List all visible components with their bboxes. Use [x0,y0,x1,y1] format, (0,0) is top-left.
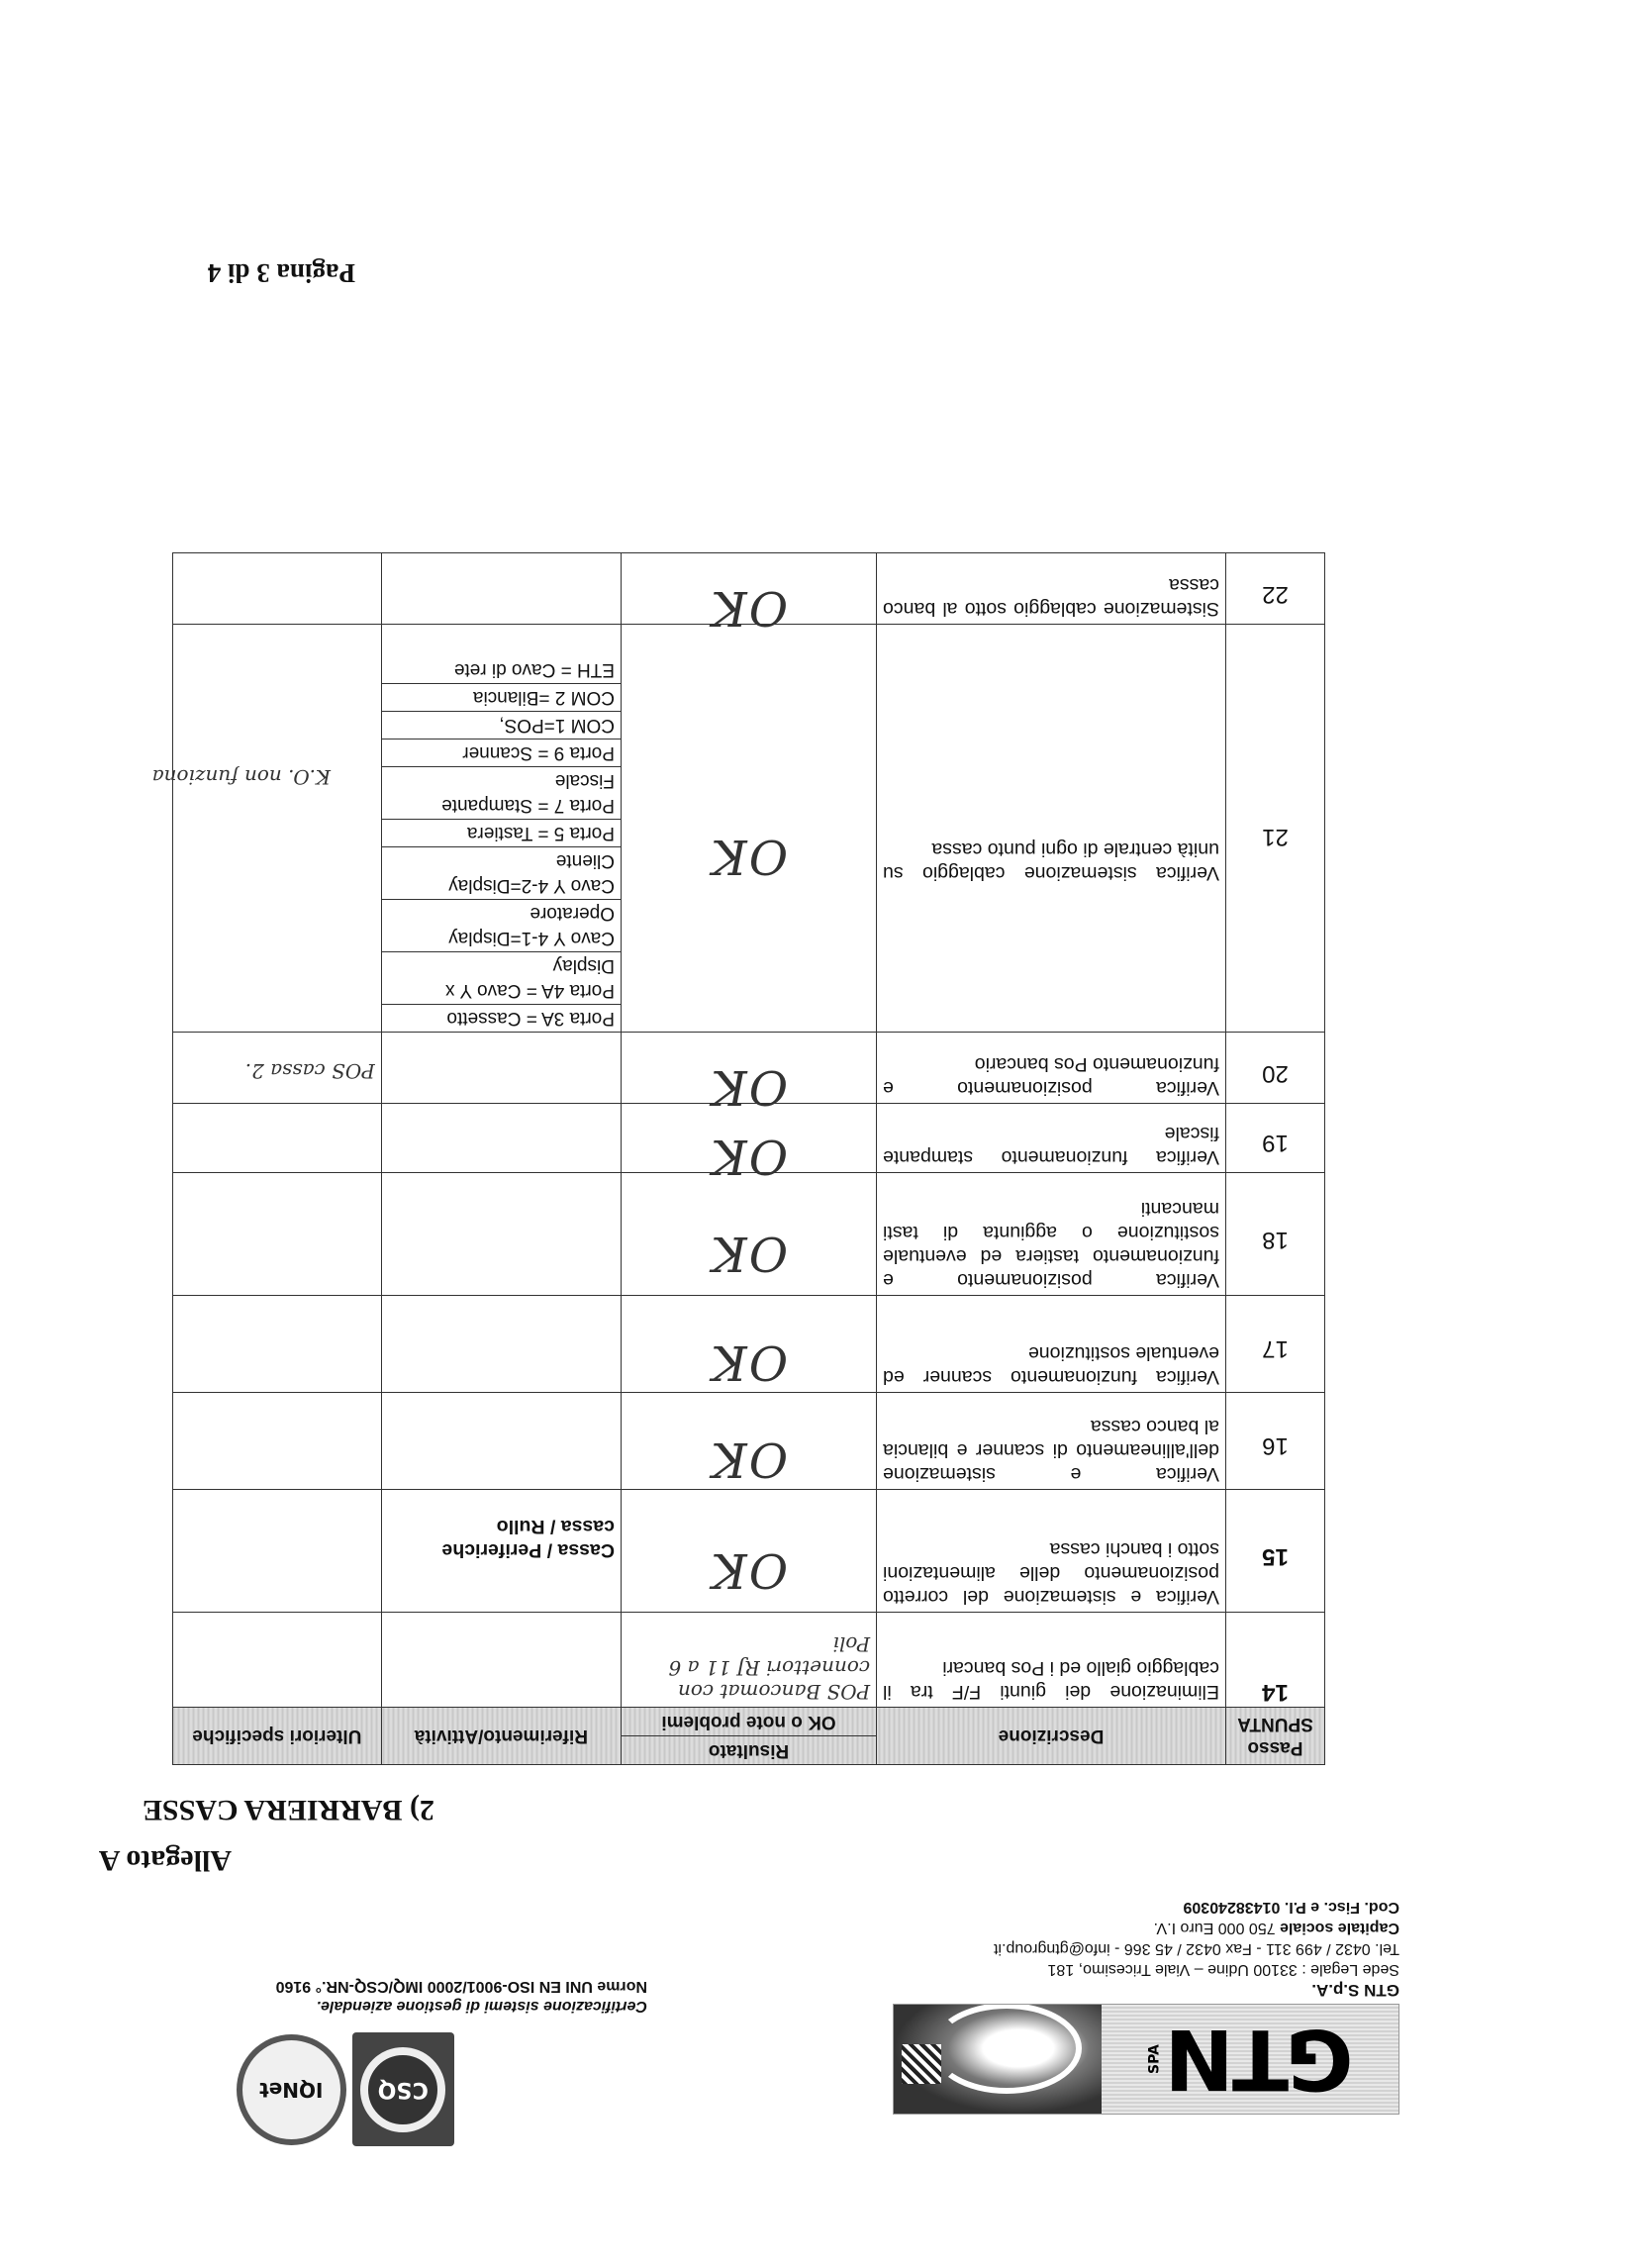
row-step: 22 [1225,553,1324,625]
port-item: Cavo Y 4-1=Display Operatore [382,899,621,951]
port-item: Porta 4A = Cavo Y x Display [382,951,621,1004]
flag-icon [902,2044,941,2084]
table-row [173,625,1325,1033]
page-number: Pagina 3 di 4 [207,258,355,288]
header-specifics: Ulteriori specifiche [173,1708,382,1765]
row-reference [381,1033,621,1104]
row-description: Verifica e sistemazione del corretto posizionamento delle alimentazioni sotto i banchi cassa [877,1490,1226,1613]
row-result: OK [621,1393,876,1490]
table-row [173,553,1325,625]
certification-line2: Norme UNI EN ISO-9001/2000 IMQ/CSQ-NR.° 9160 [275,1978,647,1995]
header-reference: Riferimento/Attività [381,1708,621,1765]
row-step: 16 [1225,1393,1324,1490]
row-specifics: POS cassa 2. [173,1033,382,1104]
row-result: OK [621,1490,876,1613]
logo-suffix: SPA [1146,2044,1163,2074]
row-description: Verifica posizionamento e funzionamento Pos bancario [877,1033,1226,1104]
row-reference: Cassa / Periferiche cassa / Rullo [381,1490,621,1613]
row-reference [381,553,621,625]
company-logo [893,2004,1399,2115]
row-description: Eliminazione dei giunti F/F tra il cablaggio giallo ed i Pos bancari [877,1613,1226,1708]
row-step: 17 [1225,1296,1324,1393]
row-specifics [173,1490,382,1613]
csq-logo-text: CSQ [377,2077,429,2103]
capital-value: 750 000 Euro I.V. [1153,1920,1276,1936]
row-description: Verifica funzionamento stampante fiscale [877,1104,1226,1173]
company-info [845,1897,1399,2001]
csq-ring-icon [360,2047,445,2132]
checklist-table [172,552,1325,1765]
row-specifics [173,1296,382,1393]
logo-text: GTN [1166,2011,1354,2108]
row-specifics [173,625,382,1033]
row-result: OK [621,1296,876,1393]
row-step: 20 [1225,1033,1324,1104]
ports-list [382,656,621,1032]
section-title: 2) BARRIERA CASSE [142,1794,434,1826]
company-name: GTN S.p.A. [1311,1981,1399,2000]
header-result [621,1708,876,1765]
table-row [173,1613,1325,1708]
company-contacts: Tel. 0432 / 499 311 - Fax 0432 / 45 366 - info@gtngroup.it [994,1940,1399,1957]
row-specifics [173,553,382,625]
row-step: 19 [1225,1104,1324,1173]
row-specifics [173,1173,382,1296]
table-header-row [173,1708,1325,1765]
row-reference [381,1104,621,1173]
port-item: COM 2 =Bilancia [382,683,621,711]
port-item: COM 1=POS, [382,711,621,739]
row-reference [381,1393,621,1490]
row-result: OK [621,1033,876,1104]
csq-logo [352,2033,454,2147]
margin-note: K.O. non funziona [151,765,331,789]
row-specifics [173,1104,382,1173]
table-row [173,1033,1325,1104]
table-row [173,1296,1325,1393]
row-reference [381,1613,621,1708]
capital-label: Capitale sociale [1280,1920,1399,1936]
port-item: ETH = Cavo di rete [453,659,615,680]
ports-cell [381,625,621,1033]
logo-text-block [1102,2005,1398,2114]
certification-logos [237,2025,454,2154]
header-result-bottom: OK o note problemi [661,1712,836,1732]
iqnet-logo [237,2034,346,2145]
certification-line1: Certificazione sistemi di gestione aziendale. [316,1998,647,2015]
row-reference [381,1173,621,1296]
row-result: POS Bancomat con connettori RJ 11 a 6 Poli [621,1613,876,1708]
port-item: Porta 3A = Cassetto [382,1004,621,1032]
row-result: OK [621,1104,876,1173]
row-specifics [173,1393,382,1490]
row-result: OK [621,1173,876,1296]
port-item: Porta 5 = Tastiera [382,819,621,846]
logo-graphic [894,2005,1102,2114]
header-result-top: Risultato [622,1735,876,1764]
port-item: Porta 9 = Scanner [382,739,621,766]
row-description: Sistemazione cablaggio sotto al banco cassa [877,553,1226,625]
table-row [173,1173,1325,1296]
iqnet-logo-text: IQNet [259,2078,324,2102]
swoosh-icon [931,2005,1082,2094]
header-step: Passo SPUNTA [1225,1708,1324,1765]
row-reference [381,1296,621,1393]
row-step: 14 [1225,1613,1324,1708]
row-description: Verifica funzionamento scanner ed eventuale sostituzione [877,1296,1226,1393]
table-row [173,1393,1325,1490]
row-description: Verifica sistemazione cablaggio su unità centrale di ogni punto cassa [877,625,1226,1033]
company-fiscal: Cod. Fisc. e P.I. 01438240309 [1183,1899,1399,1916]
row-description: Verifica posizionamento e funzionamento tastiera ed eventuale sostituzione o aggiunta di tasti mancanti [877,1173,1226,1296]
row-description: Verifica e sistemazione dell'allineamento di scanner e bilancia al banco cassa [877,1393,1226,1490]
row-step: 21 [1225,625,1324,1033]
certification-text [232,1976,647,2016]
table-row [173,1490,1325,1613]
row-step: 15 [1225,1490,1324,1613]
header-description: Descrizione [877,1708,1226,1765]
allegato-title: Allegato A [98,1844,232,1877]
port-item: Porta 7 = Stampante Fiscale [382,766,621,819]
row-specifics [173,1613,382,1708]
company-address: Sede Legale : 33100 Udine – Viale Tricesimo, 181 [1047,1961,1399,1978]
row-result: OK [621,553,876,625]
port-item: Cavo Y 4-2=Display Cliente [382,846,621,899]
row-step: 18 [1225,1173,1324,1296]
row-result: OK [621,625,876,1033]
